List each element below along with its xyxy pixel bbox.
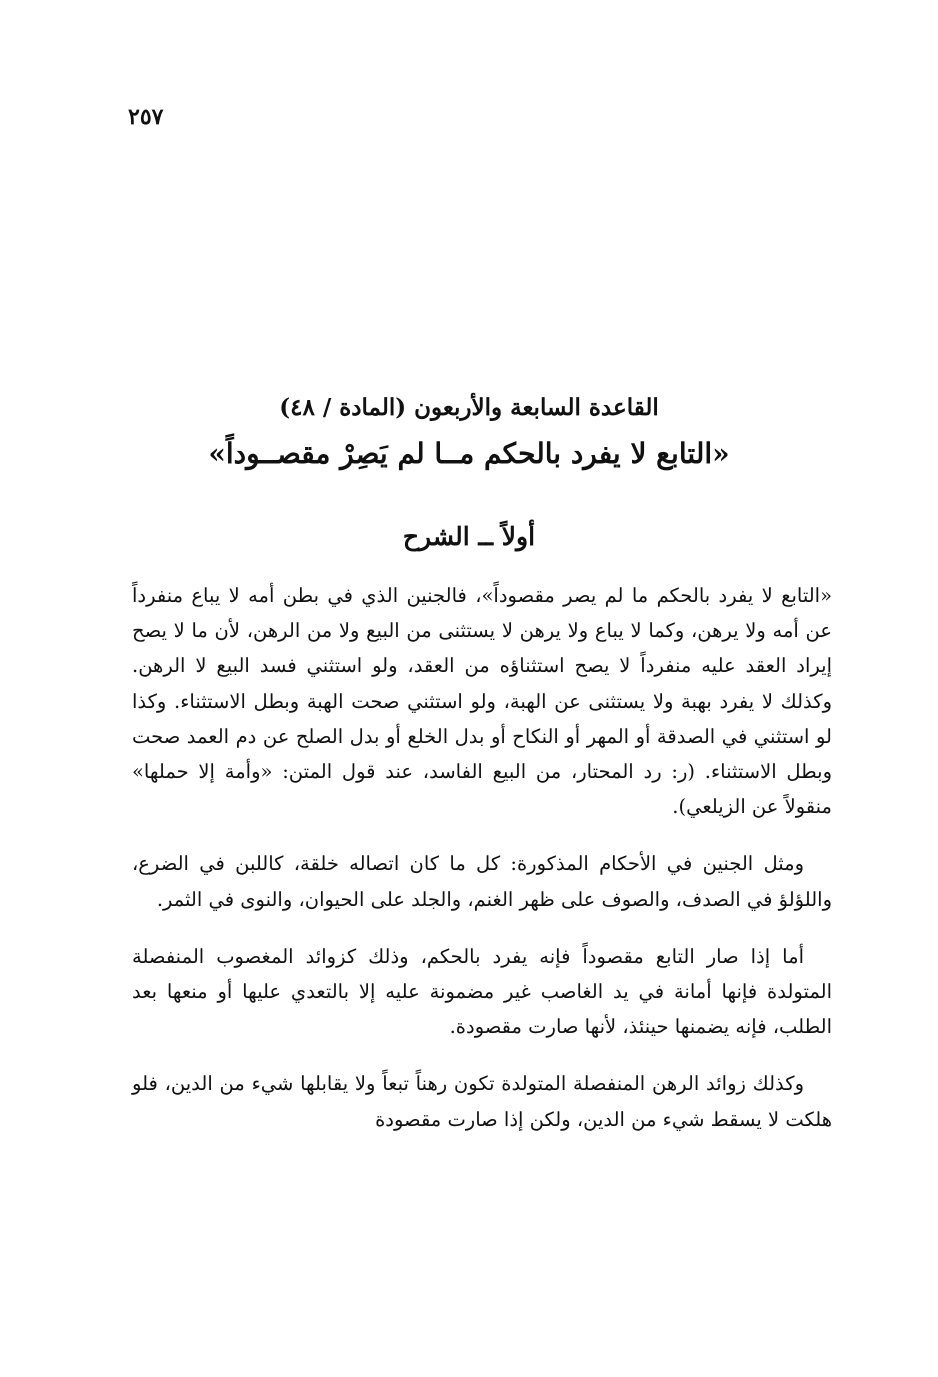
rule-title: «التابع لا يفرد بالحكم مــا لم يَصِرْ مقصــوداً» bbox=[208, 437, 730, 470]
body-text bbox=[132, 578, 832, 1159]
page-number: ٢٥٧ bbox=[128, 104, 164, 130]
paragraph-pledge-increments: وكذلك زوائد الرهن المنفصلة المتولدة تكون رهناً تبعاً ولا يقابلها شيء من الدين، فلو هلكت لا يسقط شيء من الدين، ولكن إذا صارت مقصودة bbox=[132, 1072, 832, 1131]
rule-header bbox=[100, 388, 838, 480]
rule-number-heading: القاعدة السابعة والأربعون (المادة / ٤٨) bbox=[279, 394, 659, 421]
paragraph-similar-cases: ومثل الجنين في الأحكام المذكورة: كل ما كان اتصاله خلقة، كاللبن في الضرع، واللؤلؤ في الصدف، والصوف على ظهر الغنم، والجلد على الحيوان، والنوى في الثمر. bbox=[132, 852, 832, 911]
section-heading: أولاً ــ الشرح bbox=[402, 522, 536, 551]
paragraph-intended-follower: أما إذا صار التابع مقصوداً فإنه يفرد بالحكم، وذلك كزوائد المغصوب المنفصلة المتولدة فإنها أمانة في يد الغاصب غير مضمونة عليه إلا بالتعدي عليها أو منعها بعد الطلب، فإنه يضمنها حينئذ، لأنها صارت مقصودة. bbox=[132, 944, 832, 1039]
paragraph-explanation: «التابع لا يفرد بالحكم ما لم يصر مقصوداً»، فالجنين الذي في بطن أمه لا يباع منفرداً عن أمه ولا يرهن، وكما لا يباع ولا يرهن لا يستثنى من البيع ولا من الرهن، لأن ما لا يصح إيراد العقد عليه منفرداً لا يصح استثناؤه من العقد، ولو استثني فسد البيع لا الرهن. وكذلك لا يفرد بهبة ولا يستثنى عن الهبة، ولو استثني صحت الهبة وبطل الاستثناء. وكذا لو استثني في الصدقة أو المهر أو النكاح أو بدل الخلع أو بدل الصلح عن دم العمد صحت وبطل الاستثناء. (ر: رد المحتار، من البيع الفاسد، عند قول المتن: «وأمة إلا حملها» منقولاً عن الزيلعي). bbox=[132, 584, 832, 819]
